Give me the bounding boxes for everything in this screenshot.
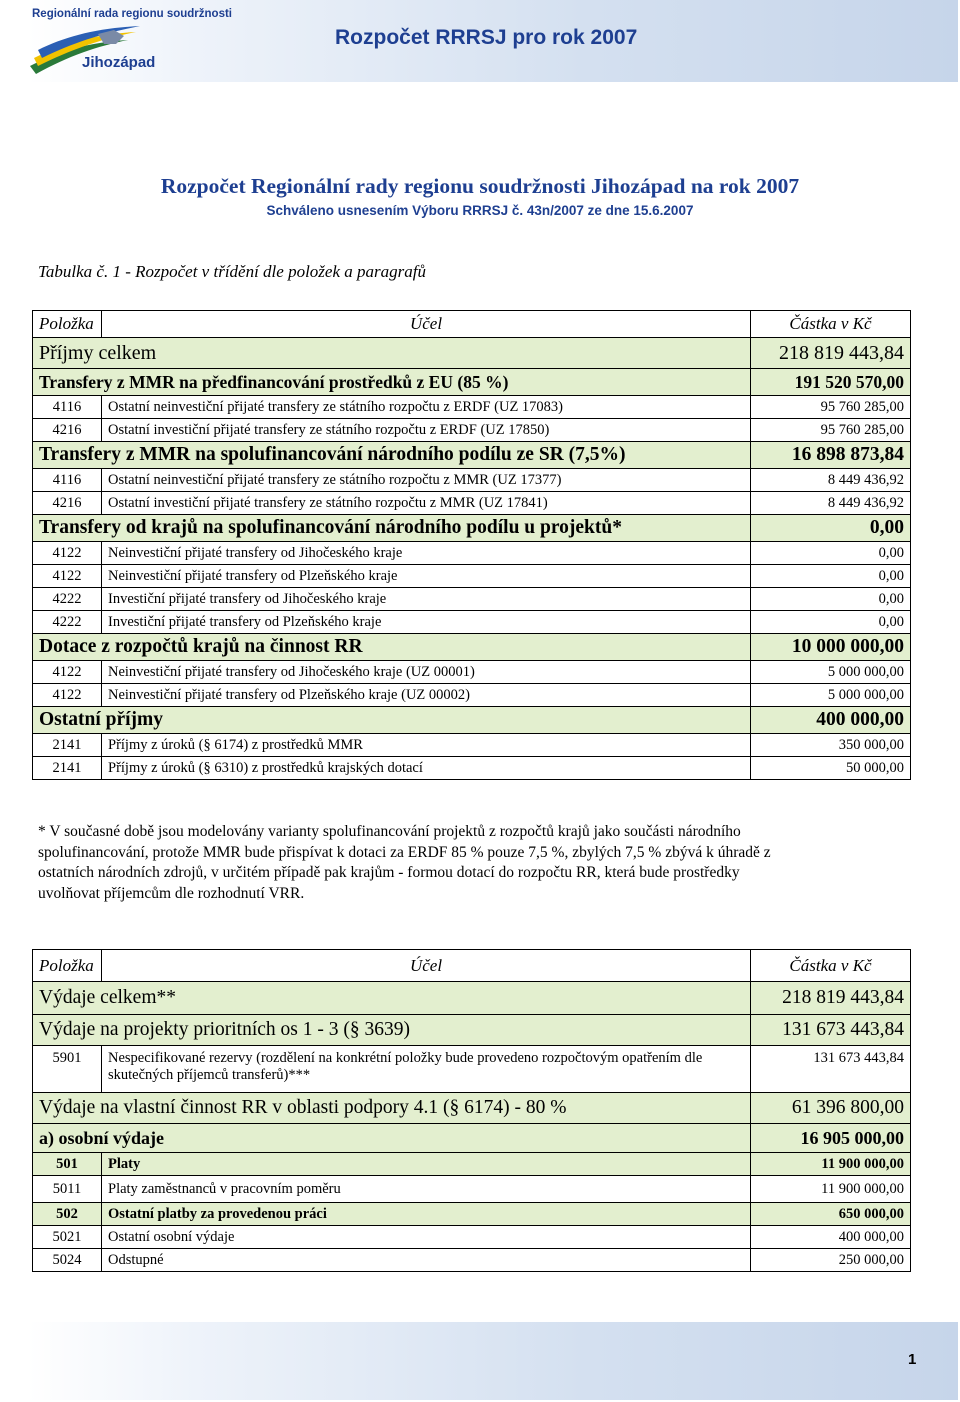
section-amount: 0,00	[751, 515, 911, 542]
row-text: Příjmy z úroků (§ 6174) z prostředků MMR	[102, 734, 751, 757]
section-label: Transfery z MMR na spolufinancování národního podílu ze SR (7,5%)	[33, 442, 751, 469]
row-amount: 8 449 436,92	[751, 469, 911, 492]
row-amount: 11 900 000,00	[751, 1153, 911, 1176]
section-amount: 10 000 000,00	[751, 634, 911, 661]
table-row	[33, 684, 911, 707]
section-label: Výdaje na vlastní činnost RR v oblasti podpory 4.1 (§ 6174) - 80 %	[33, 1093, 751, 1124]
footnote-line: ostatních národních zdrojů, v určitém případě pak krajům - formou dotací do rozpočtu RR, která bude prostředky	[38, 864, 740, 881]
income-total-row	[33, 338, 911, 369]
footnote-line: uvolňovat příjemcům dle rozhodnutí VRR.	[38, 884, 305, 902]
header-amount: Částka v Kč	[751, 311, 911, 338]
section-amount: 400 000,00	[751, 707, 911, 734]
row-code: 4122	[33, 684, 102, 707]
table-caption: Tabulka č. 1 - Rozpočet v třídění dle položek a paragrafů	[38, 262, 426, 281]
section-row	[33, 1015, 911, 1046]
row-text: Neinvestiční přijaté transfery od Plzeňského kraje	[102, 565, 751, 588]
table-row	[33, 661, 911, 684]
row-code: 2141	[33, 757, 102, 780]
row-amount: 400 000,00	[751, 1226, 911, 1249]
table-row	[33, 1046, 911, 1093]
income-header-row	[33, 311, 911, 338]
footnote	[38, 822, 898, 904]
row-amount: 8 449 436,92	[751, 492, 911, 515]
section-row	[33, 369, 911, 396]
section-row	[33, 707, 911, 734]
row-code: 501	[33, 1153, 102, 1176]
header-purpose: Účel	[102, 950, 751, 982]
row-text: Neinvestiční přijaté transfery od Jihočeského kraje	[102, 542, 751, 565]
section-row	[33, 1124, 911, 1153]
footnote-line: * V současné době jsou modelovány varianty spolufinancování projektů z rozpočtů krajů jako součásti národního	[38, 823, 741, 840]
table-row	[33, 1203, 911, 1226]
section-amount: 61 396 800,00	[751, 1093, 911, 1124]
section-amount: 131 673 443,84	[751, 1015, 911, 1046]
income-total-label: Příjmy celkem	[33, 338, 751, 369]
row-text: Platy	[102, 1153, 751, 1176]
row-text: Ostatní investiční přijaté transfery ze státního rozpočtu z ERDF (UZ 17850)	[102, 419, 751, 442]
row-code: 4122	[33, 542, 102, 565]
document-title: Rozpočet Regionální rady regionu soudržnosti Jihozápad na rok 2007	[160, 174, 800, 198]
row-text: Odstupné	[102, 1249, 751, 1272]
row-text: Ostatní neinvestiční přijaté transfery ze státního rozpočtu z MMR (UZ 17377)	[102, 469, 751, 492]
expense-total-row	[33, 982, 911, 1015]
row-amount: 250 000,00	[751, 1249, 911, 1272]
header-title: Rozpočet RRRSJ pro rok 2007	[335, 26, 638, 49]
row-amount: 5 000 000,00	[751, 684, 911, 707]
row-code: 4116	[33, 396, 102, 419]
row-amount: 0,00	[751, 588, 911, 611]
table-row	[33, 492, 911, 515]
table-row	[33, 611, 911, 634]
row-text: Ostatní investiční přijaté transfery ze státního rozpočtu z MMR (UZ 17841)	[102, 492, 751, 515]
row-text: Neinvestiční přijaté transfery od Jihočeského kraje (UZ 00001)	[102, 661, 751, 684]
row-amount: 131 673 443,84	[751, 1046, 911, 1093]
section-row	[33, 515, 911, 542]
row-code: 5024	[33, 1249, 102, 1272]
row-code: 5021	[33, 1226, 102, 1249]
row-amount: 0,00	[751, 611, 911, 634]
section-label: a) osobní výdaje	[33, 1124, 751, 1153]
row-code: 4216	[33, 419, 102, 442]
row-text: Ostatní platby za provedenou práci	[102, 1203, 751, 1226]
section-label: Dotace z rozpočtů krajů na činnost RR	[33, 634, 751, 661]
expense-table	[32, 949, 911, 1272]
row-amount: 95 760 285,00	[751, 396, 911, 419]
table-row	[33, 1153, 911, 1176]
row-text: Nespecifikované rezervy (rozdělení na konkrétní položky bude provedeno rozpočtovým opatřením dle skutečných příjemců transferů)***	[102, 1046, 751, 1093]
expense-total-amount: 218 819 443,84	[751, 982, 911, 1015]
table-row	[33, 542, 911, 565]
row-amount: 5 000 000,00	[751, 661, 911, 684]
section-label: Ostatní příjmy	[33, 707, 751, 734]
row-code: 4222	[33, 611, 102, 634]
row-code: 4216	[33, 492, 102, 515]
logo-org-name: Regionální rada regionu soudržnosti	[32, 8, 232, 20]
row-code: 4116	[33, 469, 102, 492]
header-purpose: Účel	[102, 311, 751, 338]
section-row	[33, 1093, 911, 1124]
row-amount: 11 900 000,00	[751, 1176, 911, 1203]
row-text: Ostatní osobní výdaje	[102, 1226, 751, 1249]
expense-total-label: Výdaje celkem**	[33, 982, 751, 1015]
section-label: Výdaje na projekty prioritních os 1 - 3 (§ 3639)	[33, 1015, 751, 1046]
section-row	[33, 634, 911, 661]
row-code: 5011	[33, 1176, 102, 1203]
row-text: Investiční přijaté transfery od Jihočeského kraje	[102, 588, 751, 611]
document-subtitle: Schváleno usnesením Výboru RRRSJ č. 43n/2007 ze dne 15.6.2007	[266, 203, 694, 218]
page-number: 1	[908, 1351, 917, 1368]
row-amount: 50 000,00	[751, 757, 911, 780]
footnote-line: spolufinancování, protože MMR bude přispívat k dotaci za ERDF 85 % pouze 7,5 %, zbylých 7,5 % zbývá k úhradě z	[38, 843, 771, 861]
income-table	[32, 310, 911, 780]
logo	[28, 4, 232, 80]
logo-region-name: Jihozápad	[82, 54, 156, 71]
row-amount: 0,00	[751, 542, 911, 565]
header-item: Položka	[33, 311, 102, 338]
table-row	[33, 734, 911, 757]
table-row	[33, 396, 911, 419]
row-code: 2141	[33, 734, 102, 757]
table-row	[33, 1176, 911, 1203]
table-row	[33, 1226, 911, 1249]
table-row	[33, 757, 911, 780]
section-label: Transfery z MMR na předfinancování prostředků z EU (85 %)	[33, 369, 751, 396]
footer-band	[28, 1322, 958, 1400]
section-amount: 16 898 873,84	[751, 442, 911, 469]
row-amount: 350 000,00	[751, 734, 911, 757]
table-row	[33, 1249, 911, 1272]
row-amount: 95 760 285,00	[751, 419, 911, 442]
row-code: 4122	[33, 661, 102, 684]
table-row	[33, 419, 911, 442]
header-amount: Částka v Kč	[751, 950, 911, 982]
table-row	[33, 565, 911, 588]
row-code: 502	[33, 1203, 102, 1226]
row-code: 5901	[33, 1046, 102, 1093]
header-item: Položka	[33, 950, 102, 982]
income-total-amount: 218 819 443,84	[751, 338, 911, 369]
row-amount: 0,00	[751, 565, 911, 588]
table-row	[33, 588, 911, 611]
row-text: Ostatní neinvestiční přijaté transfery ze státního rozpočtu z ERDF (UZ 17083)	[102, 396, 751, 419]
row-text: Příjmy z úroků (§ 6310) z prostředků krajských dotací	[102, 757, 751, 780]
section-amount: 191 520 570,00	[751, 369, 911, 396]
row-code: 4222	[33, 588, 102, 611]
section-row	[33, 442, 911, 469]
section-amount: 16 905 000,00	[751, 1124, 911, 1153]
row-text: Platy zaměstnanců v pracovním poměru	[102, 1176, 751, 1203]
row-code: 4122	[33, 565, 102, 588]
row-text: Neinvestiční přijaté transfery od Plzeňského kraje (UZ 00002)	[102, 684, 751, 707]
row-amount: 650 000,00	[751, 1203, 911, 1226]
table-row	[33, 469, 911, 492]
section-label: Transfery od krajů na spolufinancování národního podílu u projektů*	[33, 515, 751, 542]
row-text: Investiční přijaté transfery od Plzeňského kraje	[102, 611, 751, 634]
expense-header-row	[33, 950, 911, 982]
